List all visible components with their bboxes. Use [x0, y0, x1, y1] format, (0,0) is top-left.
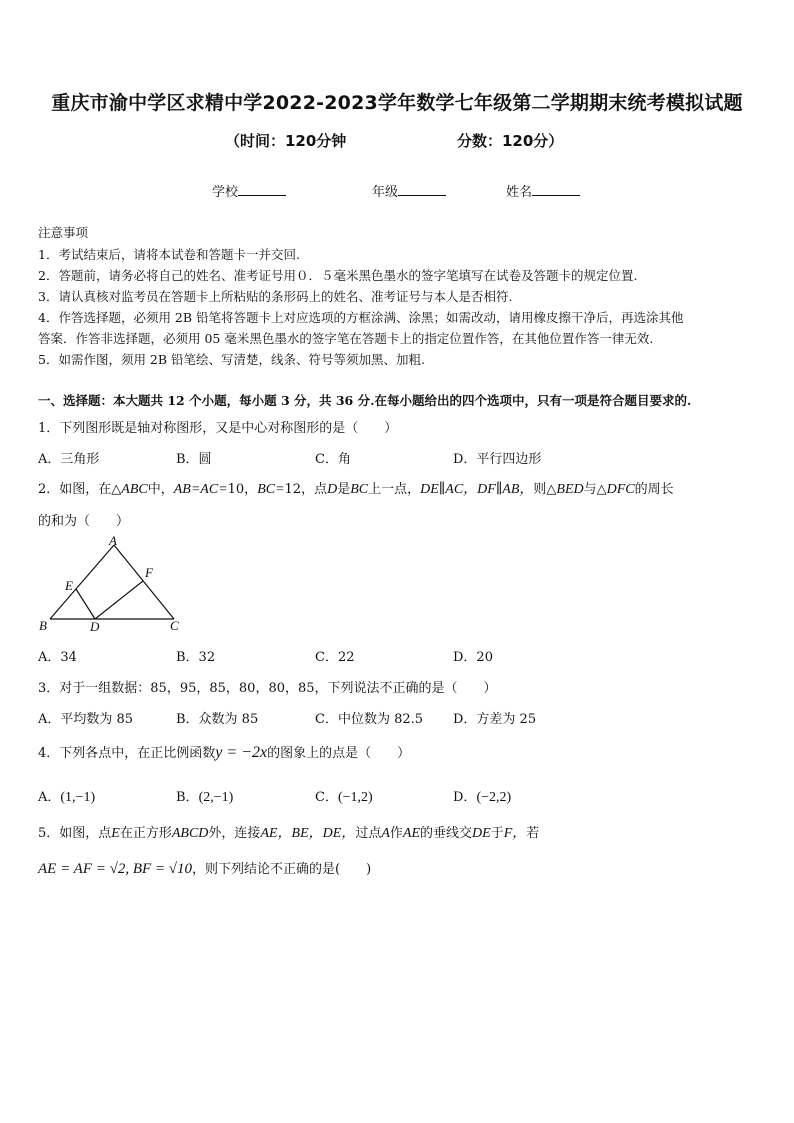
- condition-expression: AE = AF = √2, BF = √10: [38, 861, 193, 877]
- notice-item: 2．答题前，请务必将自己的姓名、准考证号用０．５毫米黑色墨水的签字笔填写在试卷及答题卡的规定位置.: [38, 268, 638, 283]
- q1-option-d[interactable]: D．平行四边形: [453, 452, 542, 467]
- q3-option-d[interactable]: D．方差为 25: [453, 712, 537, 727]
- question-2-stem-line2: 的和为（ ）: [38, 514, 130, 529]
- q2-option-c[interactable]: C．22: [315, 650, 355, 665]
- q4-option-a[interactable]: A．(1,−1): [38, 790, 96, 805]
- label-e: E: [65, 578, 73, 593]
- q3-option-b[interactable]: B．众数为 85: [176, 712, 259, 727]
- name-field[interactable]: [506, 181, 580, 200]
- exam-score: 分数：120分）: [457, 132, 564, 150]
- q1-option-c[interactable]: C．角: [315, 452, 351, 467]
- notice-item: 3．请认真核对监考员在答题卡上所粘贴的条形码上的姓名、准考证号与本人是否相符.: [38, 289, 513, 304]
- segment-de: [76, 589, 95, 619]
- q1-option-b[interactable]: B．圆: [176, 452, 212, 467]
- label-f: F: [145, 565, 153, 580]
- q3-option-c[interactable]: C．中位数为 82.5: [315, 712, 424, 727]
- q3-option-a[interactable]: A．平均数为 85: [38, 712, 134, 727]
- q2-option-b[interactable]: B．32: [176, 650, 216, 665]
- label-c: C: [170, 618, 179, 633]
- q4-option-b[interactable]: B．(2,−1): [176, 790, 234, 805]
- notice-item: 5．如需作图，须用 2B 铅笔绘、写清楚，线条、符号等须加黑、加粗.: [38, 352, 426, 367]
- q1-option-a[interactable]: A．三角形: [38, 452, 100, 467]
- page-title: 重庆市渝中学区求精中学2022-2023学年数学七年级第二学期期末统考模拟试题: [51, 92, 743, 114]
- label-d: D: [90, 619, 100, 634]
- segment-ac: [114, 545, 174, 619]
- notice-item: 答案．作答非选择题，必须用 05 毫米黑色墨水的签字笔在答题卡上的指定位置作答，在其他位置作答一律无效.: [38, 331, 654, 346]
- question-2-stem: 2．如图，在△ABC中，AB=AC=10，BC=12，点D是BC上一点，DE∥AC，DF∥AB，则△BED与△DFC的周长: [38, 482, 674, 497]
- school-field[interactable]: [212, 181, 286, 200]
- label-a: A: [109, 533, 117, 548]
- q4-option-d[interactable]: D．(−2,2): [453, 790, 512, 805]
- notice-heading: 注意事项: [38, 225, 89, 240]
- q4-option-c[interactable]: C．(−1,2): [315, 790, 373, 805]
- grade-field[interactable]: [372, 181, 446, 200]
- segment-df: [95, 581, 143, 619]
- grade-blank[interactable]: [398, 183, 446, 196]
- question-1-stem: 1．下列图形既是轴对称图形，又是中心对称图形的是（ ）: [38, 421, 398, 436]
- question-5-stem: 5．如图，点E在正方形ABCD外，连接AE，BE，DE，过点A作AE的垂线交DE于F，若: [38, 826, 540, 841]
- triangle-figure: [36, 533, 186, 635]
- q2-option-d[interactable]: D．20: [453, 650, 493, 665]
- question-3-stem: 3．对于一组数据：85，95，85，80，80，85，下列说法不正确的是（ ）: [38, 681, 497, 696]
- segment-ab: [50, 545, 114, 619]
- exam-time: （时间：120分钟: [225, 132, 347, 150]
- question-4-stem: 4．下列各点中，在正比例函数y = −2x的图象上的点是（ ）: [38, 744, 411, 761]
- section-heading: 一、选择题：本大题共 12 个小题，每小题 3 分，共 36 分.在每小题给出的四个选项中，只有一项是符合题目要求的.: [38, 393, 692, 408]
- name-blank[interactable]: [532, 183, 580, 196]
- q2-option-a[interactable]: A．34: [38, 650, 77, 665]
- school-blank[interactable]: [238, 183, 286, 196]
- grade-label: 年级: [372, 185, 399, 200]
- school-label: 学校: [212, 185, 239, 200]
- question-5-stem-line2: AE = AF = √2, BF = √10，则下列结论不正确的是( ): [38, 861, 372, 877]
- label-b: B: [39, 618, 47, 633]
- name-label: 姓名: [506, 185, 533, 200]
- function-expression: y = −2x: [215, 744, 268, 761]
- notice-item: 4．作答选择题，必须用 2B 铅笔将答题卡上对应选项的方框涂满、涂黑；如需改动，请用橡皮擦干净后，再选涂其他: [38, 310, 684, 325]
- notice-item: 1．考试结束后，请将本试卷和答题卡一并交回.: [38, 247, 300, 262]
